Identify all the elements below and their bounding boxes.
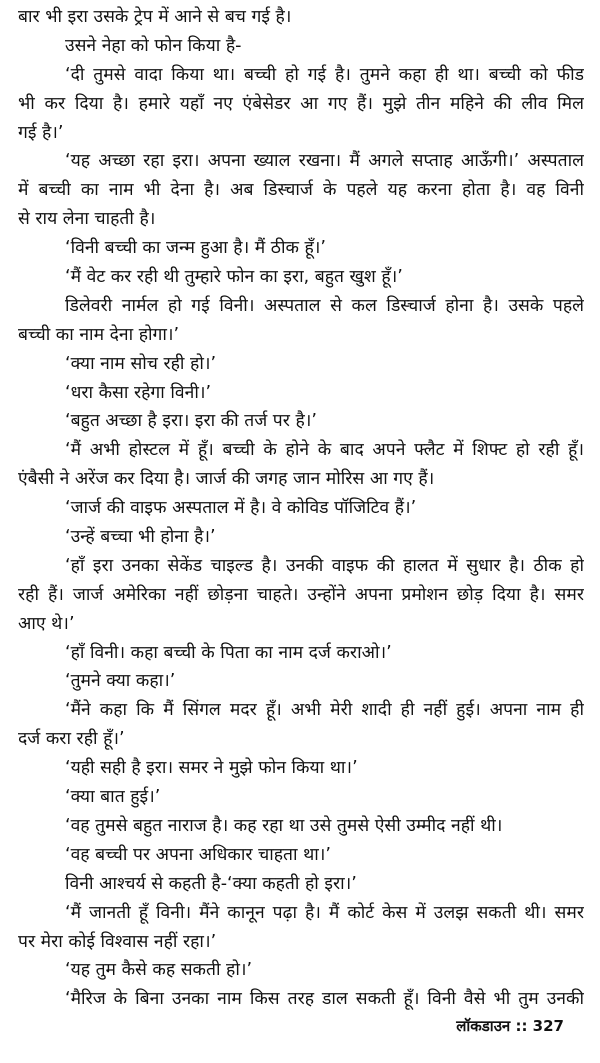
text-line: ‘उन्हें बच्चा भी होना है।’ bbox=[65, 527, 216, 548]
text-line: विनी आश्चर्य से कहती है-‘क्या कहती हो इरा।’ bbox=[65, 873, 357, 894]
text-line: ‘मैं अभी होस्टल में हूँ। बच्ची के होने के बाद अपने फ्लैट में शिफ्ट हो रही हूँ। bbox=[65, 440, 584, 461]
text-line: बच्ची का नाम देना होगा।’ bbox=[18, 324, 180, 345]
text-line: उसने नेहा को फोन किया है- bbox=[65, 35, 242, 56]
text-line: ‘हाँ इरा उनका सेकेंड चाइल्ड है। उनकी वाइफ की हालत में सुधार है। ठीक हो bbox=[65, 555, 584, 576]
text-line: ‘वह तुमसे बहुत नाराज है। कह रहा था उसे तुमसे ऐसी उम्मीद नहीं थी। bbox=[65, 815, 503, 836]
text-line: ‘मैरिज के बिना उनका नाम किस तरह डाल सकती हूँ। विनी वैसे भी तुम उनकी bbox=[65, 989, 584, 1010]
text-line: ‘क्या बात हुई।’ bbox=[65, 787, 161, 808]
text-line: ‘बहुत अच्छा है इरा। इरा की तर्ज पर है।’ bbox=[65, 411, 317, 432]
text-line: बार भी इरा उसके ट्रेप में आने से बच गई है। bbox=[18, 7, 292, 27]
text-line: ‘यह तुम कैसे कह सकती हो।’ bbox=[65, 960, 253, 981]
page-body bbox=[18, 3, 584, 1014]
text-line: रही हैं। जार्ज अमेरिका नहीं छोड़ना चाहते। उन्होंने अपना प्रमोशन छोड़ दिया है। समर bbox=[18, 584, 584, 605]
text-line: ‘विनी बच्ची का जन्म हुआ है। मैं ठीक हूँ।’ bbox=[65, 238, 326, 259]
text-line: ‘मैं जानती हूँ विनी। मैंने कानून पढ़ा है। मैं कोर्ट केस में उलझ सकती थी। समर bbox=[65, 902, 584, 923]
text-line: डिलेवरी नार्मल हो गई विनी। अस्पताल से कल डिस्चार्ज होना है। उसके पहले bbox=[65, 295, 584, 316]
text-line: में बच्ची का नाम भी देना है। अब डिस्चार्ज के पहले यह करना होता है। वह विनी bbox=[18, 180, 584, 201]
text-line: ‘हाँ विनी। कहा बच्ची के पिता का नाम दर्ज कराओ।’ bbox=[65, 642, 392, 663]
text-line: एंबैसी ने अरेंज कर दिया है। जार्ज की जगह जान मोरिस आ गए हैं। bbox=[18, 469, 435, 490]
text-line: ‘वह बच्ची पर अपना अधिकार चाहता था।’ bbox=[65, 844, 331, 865]
text-line: पर मेरा कोई विश्वास नहीं रहा।’ bbox=[18, 931, 217, 952]
page-footer-running-title: लॉकडाउन :: 327 bbox=[456, 1017, 564, 1035]
text-line: ‘दी तुमसे वादा किया था। बच्ची हो गई है। तुमने कहा ही था। बच्ची को फीड bbox=[65, 64, 584, 85]
text-line: आए थे।’ bbox=[18, 613, 75, 634]
text-line: गई है।’ bbox=[18, 122, 64, 143]
text-line: ‘यही सही है इरा। समर ने मुझे फोन किया था।’ bbox=[65, 758, 358, 779]
text-line: ‘यह अच्छा रहा इरा। अपना ख्याल रखना। मैं अगले सप्ताह आऊँगी।’ अस्पताल bbox=[65, 151, 584, 172]
text-line: दर्ज करा रही हूँ।’ bbox=[18, 729, 125, 750]
text-line: ‘क्या नाम सोच रही हो।’ bbox=[65, 353, 217, 374]
text-line: से राय लेना चाहती है। bbox=[18, 209, 156, 230]
text-line: ‘धरा कैसा रहेगा विनी।’ bbox=[65, 382, 212, 403]
text-line: ‘मैंने कहा कि मैं सिंगल मदर हूँ। अभी मेरी शादी ही नहीं हुई। अपना नाम ही bbox=[65, 700, 584, 721]
text-line: भी कर दिया है। हमारे यहाँ नए एंबेसेडर आ गए हैं। मुझे तीन महिने की लीव मिल bbox=[18, 93, 584, 114]
text-line: ‘तुमने क्या कहा।’ bbox=[65, 671, 176, 692]
text-line: ‘जार्ज की वाइफ अस्पताल में है। वे कोविड पॉजिटिव हैं।’ bbox=[65, 498, 417, 519]
text-line: ‘मैं वेट कर रही थी तुम्हारे फोन का इरा, बहुत खुश हूँ।’ bbox=[65, 267, 403, 288]
